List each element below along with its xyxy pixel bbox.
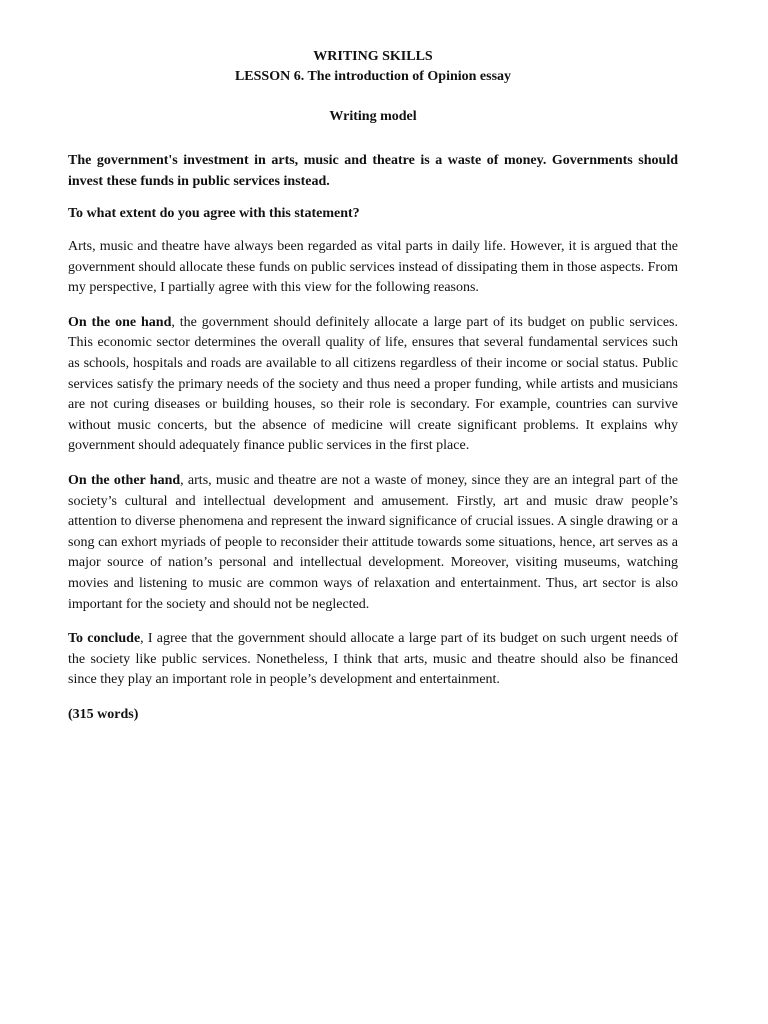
body-paragraph-1 [68,313,678,457]
word-count: (315 words) [68,706,139,722]
essay-question: To what extent do you agree with this statement? [68,206,360,221]
conclusion-text: , I agree that the government should allocate a large part of its budget on such urgent needs of the society like public services. Nonetheless, I think that arts, music and theatre should also be financed since they play an important role in people’s development and entertainment. [68,631,678,688]
document-page [68,47,678,725]
body-paragraph-2-text: , arts, music and theatre are not a waste of money, since they are an integral part of the society’s cultural and intellectual development and amusement. Firstly, art and music draw people’s attention to diverse phenomena and represent the inward significance of crucial issues. A single drawing or a song can exhort myriads of people to reconsider their attitude towards some situations, hence, art serves as a major source of nation’s personal and intellectual development. Moreover, visiting museums, watching movies and listening to music are common ways of relaxation and entertainment. Thus, art sector is also important for the society and should not be neglected. [68,472,678,612]
intro-paragraph: Arts, music and theatre have always been regarded as vital parts in daily life. However, it is argued that the government should allocate these funds on public services instead of dissipating them in those aspects. From my perspective, I partially agree with this view for the following reasons. [68,239,678,296]
title-block [68,47,678,87]
conclusion-lead: To conclude [68,631,141,647]
body-paragraph-2-lead: On the other hand [68,472,181,488]
body-paragraph-1-lead: On the one hand [68,314,172,330]
essay-prompt: The government's investment in arts, music and theatre is a waste of money. Governments should invest these funds in public services instead. [68,153,678,189]
lesson-title: LESSON 6. The introduction of Opinion essay [234,69,512,84]
section-heading: Writing model [329,109,417,124]
document-title: WRITING SKILLS [313,49,433,64]
conclusion-paragraph [68,629,678,691]
body-paragraph-2 [68,471,678,615]
body-paragraph-1-text: , the government should definitely allocate a large part of its budget on public services. This economic sector determines the overall quality of life, ensures that several fundamental services such as schools, hospitals and roads are available to all citizens regardless of their income or social status. Public services satisfy the primary needs of the society and thus need a proper funding, while artists and musicians are not curing diseases or building houses, so their role is secondary. For example, countries can survive without music concerts, but the absence of medicine will create significant problems. It explains why government should adequately finance public services in the first place. [68,314,679,454]
